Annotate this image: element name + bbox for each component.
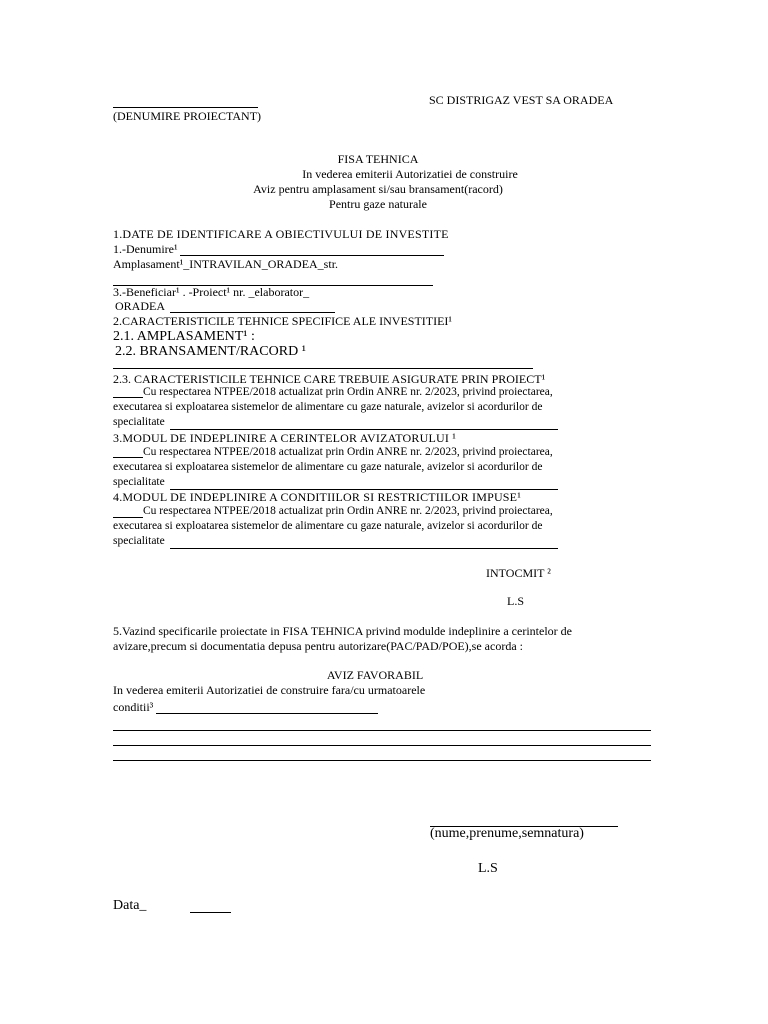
section4-text-2: executarea si exploatarea sistemelor de alimentare cu gaze naturale, avizelor si acordurilor de xyxy=(113,520,543,532)
conditii-line-0 xyxy=(156,713,378,714)
caracteristici-item: 2.3. CARACTERISTICILE TEHNICE CARE TREBUIE ASIGURATE PRIN PROIECT¹ xyxy=(113,372,546,386)
section4-heading: 4.MODUL DE INDEPLINIRE A CONDITIILOR SI RESTRICTIILOR IMPUSE¹ xyxy=(113,490,522,504)
denumire-label: 1.-Denumire¹ xyxy=(113,242,178,256)
date-line xyxy=(190,912,231,913)
designer-label: (DENUMIRE PROIECTANT) xyxy=(113,109,262,123)
oradea-line xyxy=(170,312,335,313)
doc-subtitle-2: Aviz pentru amplasament si/sau bransament(racord) xyxy=(253,182,503,196)
amplasament-label: Amplasament¹_INTRAVILAN_ORADEA_str. xyxy=(113,257,339,271)
indent-line-4 xyxy=(113,517,143,518)
signature-label: (nume,prenume,semnatura) xyxy=(430,826,584,841)
aviz-text: In vederea emiterii Autorizatiei de construire fara/cu urmatoarele xyxy=(113,683,426,697)
bransament-line xyxy=(113,368,533,369)
section3-text-3: specialitate xyxy=(113,476,165,488)
section5-text-2: avizare,precum si documentatia depusa pentru autorizare(PAC/PAD/POE),se acorda : xyxy=(113,639,523,653)
aviz-title: AVIZ FAVORABIL xyxy=(326,668,424,682)
section4-text-3: specialitate xyxy=(113,535,165,547)
doc-subtitle-3: Pentru gaze naturale xyxy=(329,197,427,211)
doc-title: FISA TEHNICA xyxy=(337,152,419,166)
section5-text-1: 5.Vazind specificarile proiectate in FISA TEHNICA privind modulde indeplinire a cerintelor de xyxy=(113,624,572,638)
section3-text-2: executarea si exploatarea sistemelor de alimentare cu gaze naturale, avizelor si acordurilor de xyxy=(113,461,543,473)
date-label: Data_ xyxy=(113,898,147,913)
conditii-line-1 xyxy=(113,730,651,731)
section1-heading: 1.DATE DE IDENTIFICARE A OBIECTIVULUI DE INVESTITE xyxy=(113,227,449,241)
company-name: SC DISTRIGAZ VEST SA ORADEA xyxy=(429,93,614,107)
designer-name-line xyxy=(113,107,258,108)
section2-text-1: Cu respectarea NTPEE/2018 actualizat prin Ordin ANRE nr. 2/2023, privind proiectarea, xyxy=(143,386,553,398)
section3-text-1: Cu respectarea NTPEE/2018 actualizat prin Ordin ANRE nr. 2/2023, privind proiectarea, xyxy=(143,446,553,458)
conditii-label: conditii³ xyxy=(113,700,154,714)
amplasament-item: 2.1. AMPLASAMENT¹ : xyxy=(113,329,255,344)
denumire-line xyxy=(180,255,444,256)
bransament-item: 2.2. BRANSAMENT/RACORD ¹ xyxy=(115,344,306,359)
section2-text-3: specialitate xyxy=(113,416,165,428)
conditii-line-3 xyxy=(113,760,651,761)
indent-line-2 xyxy=(113,397,143,398)
doc-subtitle-1: In vederea emiterii Autorizatiei de construire xyxy=(302,167,518,181)
conditii-line-2 xyxy=(113,745,651,746)
section2-heading: 2.CARACTERISTICILE TEHNICE SPECIFICE ALE INVESTITIEI¹ xyxy=(113,314,453,328)
oradea-label: ORADEA xyxy=(115,299,165,313)
intocmit-ls: L.S xyxy=(507,594,525,608)
section3-heading: 3.MODUL DE INDEPLINIRE A CERINTELOR AVIZATORULUI ¹ xyxy=(113,431,457,445)
section4-text-1: Cu respectarea NTPEE/2018 actualizat prin Ordin ANRE nr. 2/2023, privind proiectarea, xyxy=(143,505,553,517)
section4-specialitate-line xyxy=(170,548,558,549)
indent-line-3 xyxy=(113,457,143,458)
beneficiar-label: 3.-Beneficiar¹ . -Proiect¹ nr. _elaborator_ xyxy=(113,285,310,299)
section2-specialitate-line xyxy=(170,429,558,430)
signature-ls: L.S xyxy=(478,861,498,876)
intocmit-label: INTOCMIT ² xyxy=(486,566,551,580)
section2-text-2: executarea si exploatarea sistemelor de alimentare cu gaze naturale, avizelor si acordurilor de xyxy=(113,401,543,413)
